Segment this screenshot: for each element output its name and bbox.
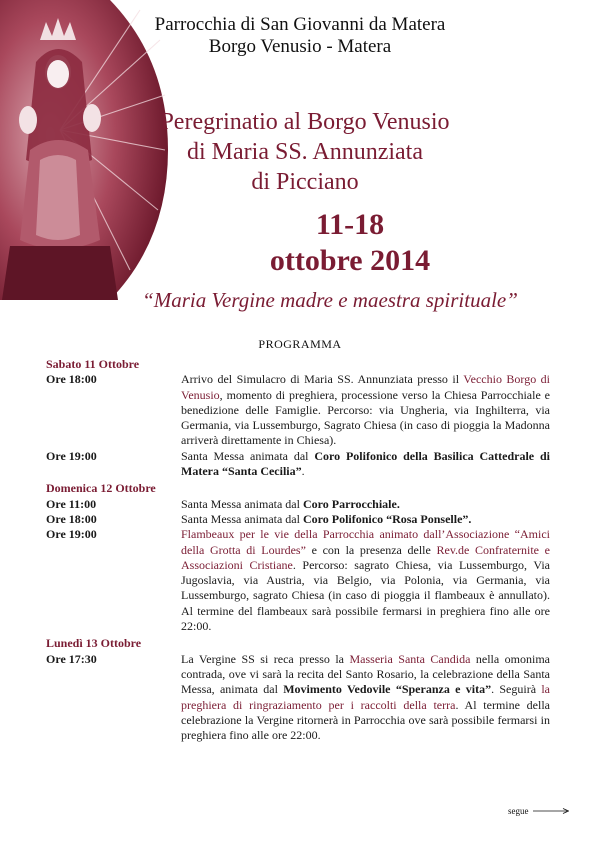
event-description bbox=[181, 652, 550, 744]
description-fragment: Santa Messa animata dal bbox=[181, 511, 303, 526]
description-fragment: Coro Parrocchiale. bbox=[302, 496, 400, 511]
description-fragment: Vecchio Borgo di Venusio bbox=[181, 372, 550, 402]
description-fragment: Movimento Vedovile “Speranza e vita” bbox=[283, 682, 492, 697]
day-heading: Sabato 11 Ottobre bbox=[46, 357, 140, 371]
title-line-3: di Picciano bbox=[251, 169, 359, 195]
motto: “Maria Vergine madre e maestra spirituale” bbox=[142, 288, 518, 312]
arrow-right-icon bbox=[533, 808, 569, 814]
continue-indicator bbox=[508, 806, 569, 816]
description-fragment: Coro Polifonico della Basilica Cattedrale di Matera “Santa Cecilia” bbox=[181, 448, 550, 479]
description-fragment: Coro Polifonico “Rosa Ponselle”. bbox=[302, 511, 472, 526]
title-line-2: di Maria SS. Annunziata bbox=[187, 139, 423, 165]
title-line-1: Peregrinatio al Borgo Venusio bbox=[160, 109, 450, 135]
description-fragment: . Seguirà bbox=[491, 682, 542, 697]
event-description bbox=[181, 512, 550, 527]
parish-heading bbox=[120, 14, 480, 58]
date-days: 11-18 bbox=[315, 208, 385, 241]
description-fragment: la preghiera di ringraziamento per i raccolti della terra bbox=[181, 682, 551, 712]
schedule bbox=[46, 355, 550, 743]
description-fragment: La Vergine SS si reca presso la bbox=[181, 651, 350, 666]
event-description bbox=[181, 449, 550, 480]
schedule-row bbox=[46, 449, 550, 480]
event-title bbox=[160, 107, 450, 197]
event-time: Ore 11:00 bbox=[46, 496, 97, 511]
segue-label: segue bbox=[508, 806, 529, 816]
description-fragment: Rev.de Confraternite e Associazioni Cristiane bbox=[181, 542, 550, 572]
event-time: Ore 19:00 bbox=[46, 448, 97, 463]
day-heading: Domenica 12 Ottobre bbox=[46, 481, 156, 496]
description-fragment: Santa Messa animata dal bbox=[181, 496, 303, 511]
event-description bbox=[181, 372, 550, 448]
event-dates bbox=[200, 207, 500, 279]
description-fragment: Masseria Santa Candida bbox=[349, 651, 471, 666]
parish-name: Parrocchia di San Giovanni da Matera bbox=[154, 14, 446, 35]
schedule-row bbox=[46, 512, 550, 527]
date-month-year: ottobre 2014 bbox=[269, 244, 431, 277]
schedule-row bbox=[46, 652, 550, 744]
description-fragment: Santa Messa animata dal bbox=[181, 448, 315, 463]
event-description bbox=[181, 527, 550, 634]
description-fragment: Arrivo del Simulacro di Maria SS. Annunziata presso il bbox=[181, 372, 464, 387]
schedule-row bbox=[46, 372, 550, 448]
event-description bbox=[181, 497, 550, 512]
description-fragment: . Percorso: sagrato Chiesa, via Lussemburgo, Via Jugoslavia, via Austria, via Belgio, via Polonia, via Germania, via Lussemburgo, sagrato Chiesa (in caso di pioggia il flambeaux è annullato). Al termine del flambeaux sarà possibile fermarsi in preghiera fino alle ore 22:00. bbox=[181, 557, 551, 634]
event-time: Ore 18:00 bbox=[46, 511, 97, 526]
description-fragment: . Al termine della celebrazione la Vergine ritornerà in Parrocchia ove sarà possibile fermarsi in preghiera fino alle ore 22:00. bbox=[181, 697, 551, 743]
description-fragment: Flambeaux per le vie della Parrocchia animato dall’Associazione “Amici della Grotta di Lourdes” bbox=[181, 527, 550, 557]
schedule-row bbox=[46, 527, 550, 634]
description-fragment: nella omonima contrada, ove vi sarà la recita del Santo Rosario, la celebrazione della Santa Messa, animata dal bbox=[181, 651, 550, 697]
description-fragment: e con la presenza delle bbox=[305, 542, 437, 557]
event-time: Ore 17:30 bbox=[46, 651, 97, 666]
event-time: Ore 19:00 bbox=[46, 527, 97, 542]
day-heading: Lunedì 13 Ottobre bbox=[46, 636, 142, 651]
event-time: Ore 18:00 bbox=[46, 372, 97, 387]
parish-location: Borgo Venusio - Matera bbox=[208, 36, 392, 57]
description-fragment: , momento di preghiera, processione verso la Chiesa Parrocchiale e benedizione delle Famiglie. Percorso: via Ungheria, via Inghilterra, via Germania, via Lussemburgo, Sagrato Chiesa (in caso di pioggia la Madonna arriverà direttamente in Chiesa). bbox=[181, 387, 550, 448]
description-fragment: . bbox=[301, 464, 305, 479]
programma-heading: PROGRAMMA bbox=[258, 337, 342, 351]
schedule-row bbox=[46, 497, 550, 512]
